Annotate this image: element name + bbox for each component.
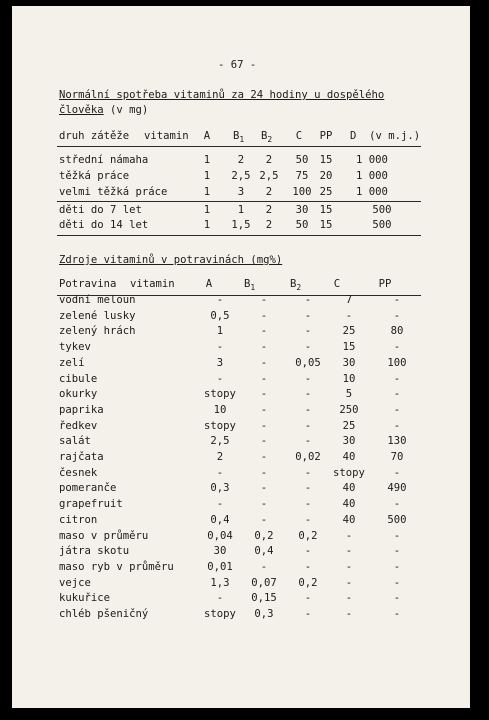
table2-cell-c: 40 xyxy=(342,451,356,463)
table2-cell-name: maso ryb v průměru xyxy=(59,561,174,573)
table1-cell-c: 100 xyxy=(292,186,312,198)
table1-title-unit: (v mg) xyxy=(103,104,149,116)
table1-cell-a: 1 xyxy=(203,204,211,216)
table2-cell-b2: - xyxy=(304,592,312,604)
table2-cell-pp: 130 xyxy=(387,435,407,447)
table2-cell-b2: - xyxy=(304,545,312,557)
table1-cell-a: 1 xyxy=(203,154,211,166)
table1-cell-name: střední námaha xyxy=(59,154,149,166)
table2-cell-pp: - xyxy=(393,592,401,604)
table1-cell-d: 1 000 xyxy=(356,186,388,198)
table2-cell-b2: - xyxy=(304,325,312,337)
table2-cell-b1: - xyxy=(260,467,268,479)
table1-cell-pp: 20 xyxy=(319,170,333,182)
document-page xyxy=(12,6,470,708)
table2-cell-b1: 0,2 xyxy=(254,530,274,542)
table2-cell-b2: - xyxy=(304,561,312,573)
table1-header-d xyxy=(350,130,420,142)
table1-bottom-rule xyxy=(57,235,421,236)
table1-cell-b1: 2 xyxy=(237,154,245,166)
table2-cell-pp: - xyxy=(393,388,401,400)
table2-cell-pp: - xyxy=(393,530,401,542)
table2-cell-c: 250 xyxy=(339,404,359,416)
table2-cell-pp: - xyxy=(393,467,401,479)
table2-cell-b1: - xyxy=(260,294,268,306)
table2-cell-c: 40 xyxy=(342,482,356,494)
table2-cell-name: salát xyxy=(59,435,91,447)
table1-title-line1: Normální spotřeba vitaminů za 24 hodiny u dospělého xyxy=(59,89,385,101)
table2-header-row-label: Potravina xyxy=(59,278,117,290)
table1-cell-c: 30 xyxy=(295,204,309,216)
table2-cell-b2: - xyxy=(304,373,312,385)
table2-cell-a: 0,01 xyxy=(207,561,233,573)
b1-letter: B xyxy=(233,130,240,142)
table2-cell-b2: - xyxy=(304,514,312,526)
table2-cell-pp: 80 xyxy=(390,325,404,337)
table2-header-a: A xyxy=(205,278,213,290)
table2-cell-b1: 0,15 xyxy=(251,592,277,604)
table2-cell-b2: 0,02 xyxy=(295,451,321,463)
table2-cell-a: 30 xyxy=(213,545,227,557)
table2-cell-name: cibule xyxy=(59,373,98,385)
table1-group-rule xyxy=(57,201,421,202)
table2-cell-pp: 70 xyxy=(390,451,404,463)
table2-cell-a: 10 xyxy=(213,404,227,416)
table2-cell-c: - xyxy=(345,608,353,620)
table2-cell-name: citron xyxy=(59,514,98,526)
table1-cell-c: 50 xyxy=(295,219,309,231)
table2-cell-a: 0,04 xyxy=(207,530,233,542)
table2-cell-pp: - xyxy=(393,420,401,432)
table1-cell-b1: 1 xyxy=(237,204,245,216)
table2-cell-b1: - xyxy=(260,310,268,322)
table1-cell-pp: 25 xyxy=(319,186,333,198)
table2-cell-a: 1,3 xyxy=(210,577,230,589)
table2-cell-a: 0,3 xyxy=(210,482,230,494)
table2-cell-pp: - xyxy=(393,404,401,416)
table2-cell-a: - xyxy=(216,498,224,510)
b1-sub: 1 xyxy=(250,283,256,292)
table1-cell-pp: 15 xyxy=(319,219,333,231)
table2-cell-b2: - xyxy=(304,498,312,510)
b1-sub: 1 xyxy=(239,135,245,144)
table1-cell-d: 500 xyxy=(372,204,392,216)
table2-cell-c: 25 xyxy=(342,420,356,432)
table2-cell-pp: - xyxy=(393,341,401,353)
table1-header-pp: PP xyxy=(319,130,333,142)
table1-header-col-label: vitamin xyxy=(144,130,189,142)
table2-cell-pp: - xyxy=(393,561,401,573)
table2-cell-b1: - xyxy=(260,451,268,463)
table1-cell-a: 1 xyxy=(203,170,211,182)
table2-cell-b1: - xyxy=(260,325,268,337)
table2-cell-a: 3 xyxy=(216,357,224,369)
table2-cell-b1: - xyxy=(260,404,268,416)
table1-cell-b1: 3 xyxy=(237,186,245,198)
table1-cell-b2: 2 xyxy=(265,154,273,166)
table2-cell-b1: - xyxy=(260,341,268,353)
table1-title-word: člověka xyxy=(59,104,104,116)
table2-cell-pp: - xyxy=(393,310,401,322)
table2-header-col-label: vitamin xyxy=(130,278,175,290)
table1-cell-b2: 2 xyxy=(265,186,273,198)
table1-title-line2 xyxy=(59,104,148,116)
table2-cell-c: 40 xyxy=(342,498,356,510)
table1-header-row-label: druh zátěže xyxy=(59,130,130,142)
table2-cell-c: 30 xyxy=(342,357,356,369)
table2-cell-a: 1 xyxy=(216,325,224,337)
table2-cell-name: tykev xyxy=(59,341,91,353)
table2-cell-c: stopy xyxy=(333,467,365,479)
b2-sub: 2 xyxy=(267,135,273,144)
table1-cell-a: 1 xyxy=(203,219,211,231)
table1-header-rule xyxy=(57,146,421,147)
table2-header-pp: PP xyxy=(378,278,392,290)
table2-cell-a: stopy xyxy=(204,388,236,400)
table2-cell-a: stopy xyxy=(204,608,236,620)
table1-cell-b1: 1,5 xyxy=(231,219,251,231)
b2-sub: 2 xyxy=(296,283,302,292)
table1-cell-a: 1 xyxy=(203,186,211,198)
b2-letter: B xyxy=(261,130,268,142)
table2-cell-b1: - xyxy=(260,357,268,369)
table1-header-b2 xyxy=(261,130,272,143)
table1-cell-pp: 15 xyxy=(319,154,333,166)
table2-cell-c: 7 xyxy=(345,294,353,306)
table2-cell-b2: - xyxy=(304,310,312,322)
table1-cell-b2: 2 xyxy=(265,204,273,216)
table2-cell-name: zelené lusky xyxy=(59,310,136,322)
table2-cell-name: okurky xyxy=(59,388,98,400)
table2-cell-b1: 0,4 xyxy=(254,545,274,557)
table2-cell-pp: 490 xyxy=(387,482,407,494)
table2-cell-pp: - xyxy=(393,608,401,620)
table2-cell-pp: 100 xyxy=(387,357,407,369)
d-letter: D xyxy=(350,130,357,142)
table2-cell-name: česnek xyxy=(59,467,98,479)
table1-cell-c: 50 xyxy=(295,154,309,166)
table2-cell-b1: - xyxy=(260,420,268,432)
table2-cell-pp: - xyxy=(393,498,401,510)
table2-cell-b1: - xyxy=(260,435,268,447)
table2-cell-a: 2,5 xyxy=(210,435,230,447)
table2-cell-name: pomeranče xyxy=(59,482,117,494)
table2-cell-pp: - xyxy=(393,577,401,589)
d-unit: (v m.j.) xyxy=(369,130,421,142)
table2-cell-name: paprika xyxy=(59,404,104,416)
table2-cell-name: zelený hrách xyxy=(59,325,136,337)
table2-cell-b2: - xyxy=(304,435,312,447)
table2-cell-name: grapefruit xyxy=(59,498,123,510)
table1-cell-name: děti do 7 let xyxy=(59,204,142,216)
table2-cell-c: 30 xyxy=(342,435,356,447)
table1-cell-name: děti do 14 let xyxy=(59,219,149,231)
table2-cell-b1: - xyxy=(260,373,268,385)
table2-cell-b1: - xyxy=(260,388,268,400)
table2-cell-pp: 500 xyxy=(387,514,407,526)
table2-cell-b2: 0,2 xyxy=(298,530,318,542)
table2-cell-c: 10 xyxy=(342,373,356,385)
table2-cell-name: zelí xyxy=(59,357,85,369)
table2-header-b1 xyxy=(244,278,255,291)
table2-cell-b2: - xyxy=(304,467,312,479)
table2-cell-name: vodní meloun xyxy=(59,294,136,306)
table2-cell-pp: - xyxy=(393,294,401,306)
table2-cell-c: - xyxy=(345,310,353,322)
table1-header-b1 xyxy=(233,130,244,143)
table2-cell-b2: 0,2 xyxy=(298,577,318,589)
table2-cell-name: játra skotu xyxy=(59,545,130,557)
table2-cell-b1: - xyxy=(260,514,268,526)
table2-header-c: C xyxy=(333,278,341,290)
table2-cell-c: - xyxy=(345,561,353,573)
table2-cell-b2: - xyxy=(304,341,312,353)
table2-cell-pp: - xyxy=(393,545,401,557)
table2-cell-b1: 0,3 xyxy=(254,608,274,620)
table2-cell-b2: - xyxy=(304,404,312,416)
table2-cell-name: vejce xyxy=(59,577,91,589)
table1-cell-b1: 2,5 xyxy=(231,170,251,182)
table2-cell-a: - xyxy=(216,294,224,306)
table2-cell-name: maso v průměru xyxy=(59,530,149,542)
table1-cell-d: 1 000 xyxy=(356,170,388,182)
table2-cell-a: 0,5 xyxy=(210,310,230,322)
table2-cell-c: 40 xyxy=(342,514,356,526)
table2-cell-b2: 0,05 xyxy=(295,357,321,369)
table1-header-a: A xyxy=(203,130,211,142)
table2-cell-a: - xyxy=(216,592,224,604)
table2-cell-c: - xyxy=(345,545,353,557)
table2-cell-b2: - xyxy=(304,294,312,306)
table1-header-c: C xyxy=(295,130,303,142)
table2-cell-b1: 0,07 xyxy=(251,577,277,589)
table2-cell-a: - xyxy=(216,467,224,479)
table1-cell-name: těžká práce xyxy=(59,170,130,182)
table2-cell-pp: - xyxy=(393,373,401,385)
table2-cell-c: 25 xyxy=(342,325,356,337)
table1-cell-b2: 2,5 xyxy=(259,170,279,182)
table2-cell-a: stopy xyxy=(204,420,236,432)
table2-cell-c: - xyxy=(345,530,353,542)
table2-cell-b1: - xyxy=(260,482,268,494)
table2-cell-c: 5 xyxy=(345,388,353,400)
table2-cell-name: ředkev xyxy=(59,420,98,432)
b2-letter: B xyxy=(290,278,297,290)
table1-cell-c: 75 xyxy=(295,170,309,182)
page-number: - 67 - xyxy=(218,59,257,71)
table2-cell-name: rajčata xyxy=(59,451,104,463)
table2-cell-b2: - xyxy=(304,482,312,494)
table2-cell-b2: - xyxy=(304,420,312,432)
table2-cell-a: - xyxy=(216,373,224,385)
table2-cell-a: 2 xyxy=(216,451,224,463)
table2-cell-name: kukuřice xyxy=(59,592,111,604)
table1-cell-name: velmi těžká práce xyxy=(59,186,168,198)
table2-cell-c: 15 xyxy=(342,341,356,353)
table2-cell-b2: - xyxy=(304,388,312,400)
table1-cell-b2: 2 xyxy=(265,219,273,231)
table2-cell-c: - xyxy=(345,577,353,589)
table2-cell-a: 0,4 xyxy=(210,514,230,526)
table1-cell-d: 1 000 xyxy=(356,154,388,166)
table2-cell-b1: - xyxy=(260,498,268,510)
table2-cell-b1: - xyxy=(260,561,268,573)
table2-cell-b2: - xyxy=(304,608,312,620)
table2-title: Zdroje vitaminů v potravinách (mg%) xyxy=(59,254,283,266)
table1-cell-pp: 15 xyxy=(319,204,333,216)
b1-letter: B xyxy=(244,278,251,290)
table2-cell-c: - xyxy=(345,592,353,604)
table2-cell-name: chléb pšeničný xyxy=(59,608,149,620)
table2-cell-a: - xyxy=(216,341,224,353)
table2-header-b2 xyxy=(290,278,301,291)
table1-cell-d: 500 xyxy=(372,219,392,231)
